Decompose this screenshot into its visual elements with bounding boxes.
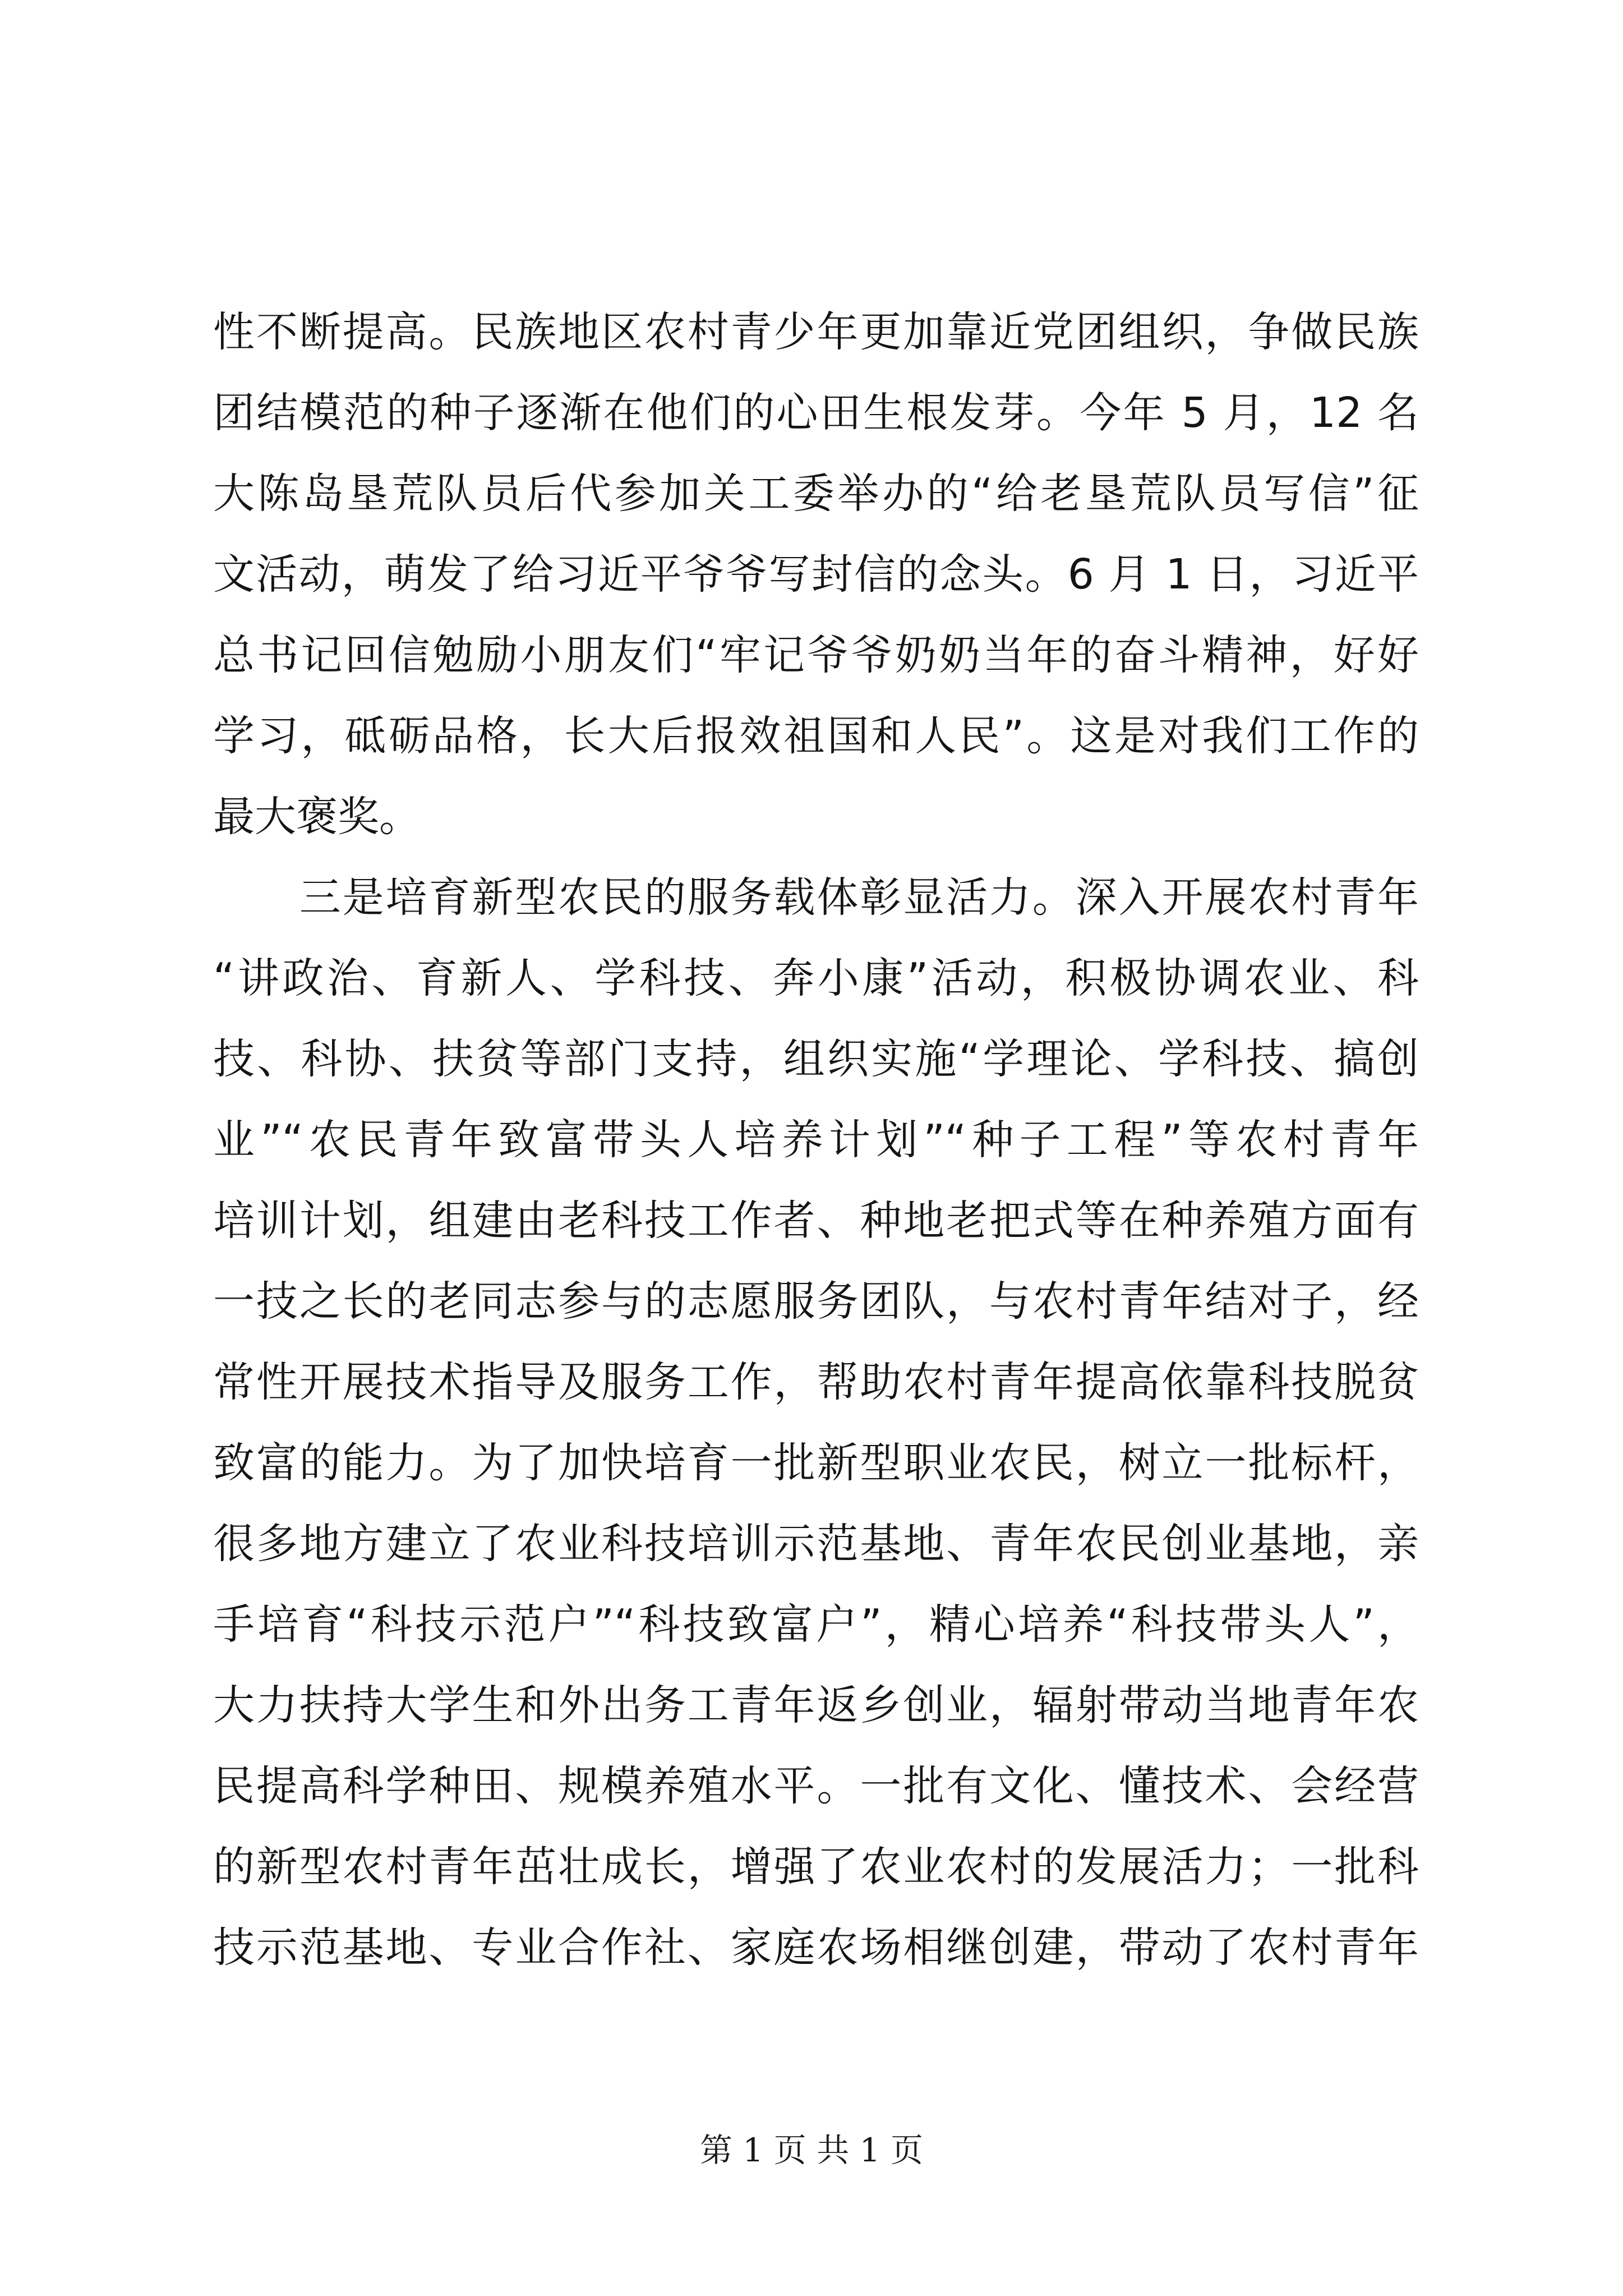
text-line: 很多地方建立了农业科技培训示范基地、青年农民创业基地，亲 [213,1520,1419,1568]
text-line: 总书记回信勉励小朋友们“牢记爷爷奶奶当年的奋斗精神，好好 [213,631,1419,679]
text-line: 培训计划，组建由老科技工作者、种地老把式等在种养殖方面有 [213,1197,1419,1245]
text-line: 最大褒奖。 [213,793,421,841]
body-text [213,292,1419,1988]
text-line: 大陈岛垦荒队员后代参加关工委举办的“给老垦荒队员写信”征 [213,470,1419,518]
text-line: 常性开展技术指导及服务工作，帮助农村青年提高依靠科技脱贫 [213,1358,1419,1406]
text-line: 学习，砥砺品格，长大后报效祖国和人民”。这是对我们工作的 [213,712,1419,760]
text-line: 业”“农民青年致富带头人培养计划”“种子工程”等农村青年 [213,1116,1419,1164]
page-footer: 第 1 页 共 1 页 [700,2131,923,2169]
text-line: 手培育“科技示范户”“科技致富户”，精心培养“科技带头人”， [213,1600,1419,1649]
text-line: 文活动，萌发了给习近平爷爷写封信的念头。6 月 1 日，习近平 [213,550,1419,599]
text-line: 一技之长的老同志参与的志愿服务团队，与农村青年结对子，经 [213,1277,1419,1326]
text-line: 的新型农村青年茁壮成长，增强了农业农村的发展活力；一批科 [213,1843,1419,1891]
text-line: 团结模范的种子逐渐在他们的心田生根发芽。今年 5 月，12 名 [213,389,1419,437]
text-line: 三是培育新型农民的服务载体彰显活力。深入开展农村青年 [213,873,1419,922]
text-line: 技、科协、扶贫等部门支持，组织实施“学理论、学科技、搞创 [213,1035,1419,1083]
text-line: 技示范基地、专业合作社、家庭农场相继创建，带动了农村青年 [213,1924,1419,1972]
text-line: 大力扶持大学生和外出务工青年返乡创业，辐射带动当地青年农 [213,1681,1419,1729]
text-line: 致富的能力。为了加快培育一批新型职业农民，树立一批标杆， [213,1439,1419,1487]
text-line: 性不断提高。民族地区农村青少年更加靠近党团组织，争做民族 [213,308,1419,356]
text-line: 民提高科学种田、规模养殖水平。一批有文化、懂技术、会经营 [213,1762,1419,1810]
text-line: “讲政治、育新人、学科技、奔小康”活动，积极协调农业、科 [213,954,1419,1002]
